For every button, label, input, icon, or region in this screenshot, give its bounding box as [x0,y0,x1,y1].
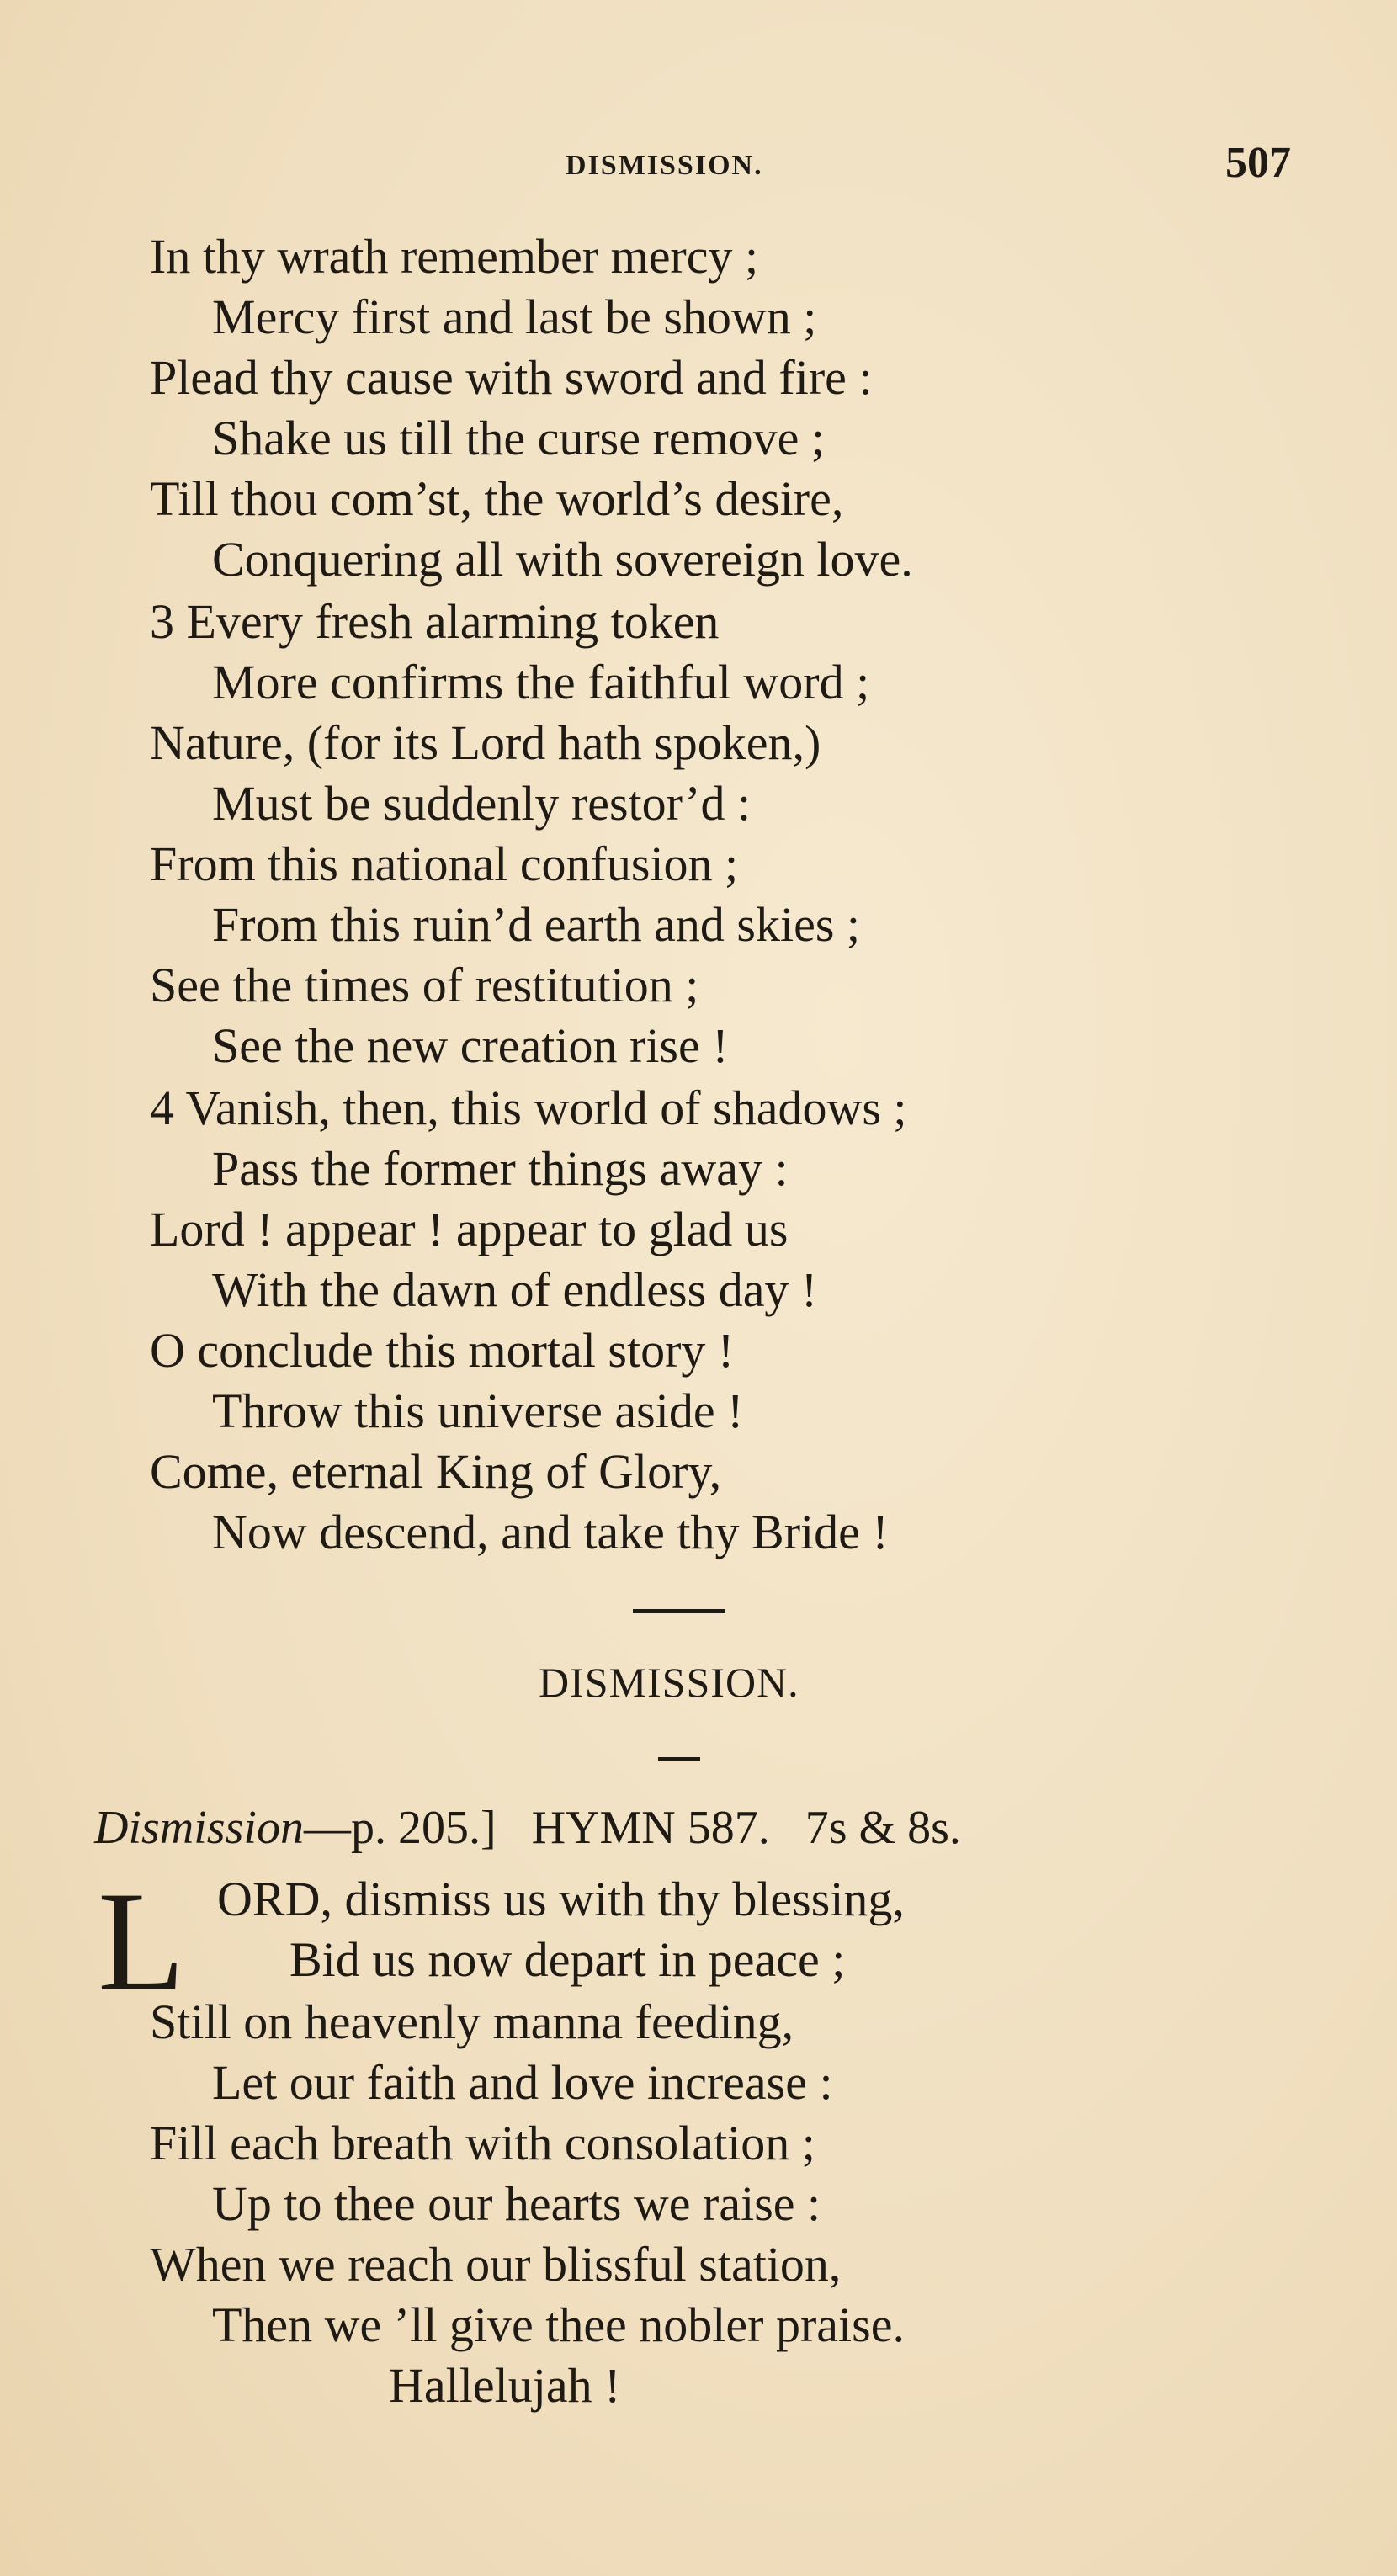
page-number: 507 [1225,139,1291,187]
verse-line: Pass the former things away : [212,1141,789,1196]
hymn-number: HYMN 587. [531,1802,770,1854]
verse-line: More confirms the faithful word ; [212,655,870,709]
verse-line: From this ruin’d earth and skies ; [212,897,861,952]
verse-line: 4 Vanish, then, this world of shadows ; [150,1081,907,1135]
verse-line: Throw this universe aside ! [212,1384,744,1438]
hymn-line: Let our faith and love increase : [212,2055,833,2110]
hymn-page-ref: —p. 205.] [303,1802,497,1854]
verse-line: Must be suddenly restor’d : [212,776,752,831]
verse-line: Come, eternal King of Glory, [150,1444,722,1499]
hymn-reference: Dismission [94,1802,304,1854]
verse-line: Shake us till the curse remove ; [212,411,826,465]
hymn-line: Still on heavenly manna feeding, [150,1994,794,2049]
hymn-heading [94,1801,961,1855]
verse-line: See the new creation rise ! [212,1018,729,1073]
verse-line: Till thou com’st, the world’s desire, [150,471,844,526]
section-divider-top [633,1609,725,1613]
verse-line: With the dawn of endless day ! [212,1262,818,1317]
hymn-line: Up to thee our hearts we raise : [212,2176,821,2231]
hymn-meter: 7s & 8s. [805,1802,961,1854]
hymn-line: Hallelujah ! [389,2358,621,2413]
hymn-line: Then we ’ll give thee nobler praise. [212,2297,905,2352]
running-header: DISMISSION. [566,150,763,181]
drop-cap: L [98,1862,185,2021]
verse-line: Mercy first and last be shown ; [212,289,817,344]
verse-line: Plead thy cause with sword and fire : [150,350,873,405]
verse-line: Conquering all with sovereign love. [212,532,913,587]
hymn-line: When we reach our blissful station, [150,2237,842,2292]
verse-line: Now descend, and take thy Bride ! [212,1505,889,1559]
verse-line: O conclude this mortal story ! [150,1323,735,1378]
verse-line: 3 Every fresh alarming token [150,594,720,649]
verse-line: From this national confusion ; [150,837,739,891]
hymn-line: Bid us now depart in peace ; [289,1932,846,1987]
hymn-line: Fill each breath with consolation ; [150,2116,815,2170]
verse-line: See the times of restitution ; [150,958,699,1012]
verse-line: Nature, (for its Lord hath spoken,) [150,715,821,770]
verse-line: Lord ! appear ! appear to glad us [150,1202,789,1256]
hymn-first-line: ORD, dismiss us with thy blessing, [217,1872,905,1926]
section-divider-bottom [658,1757,700,1761]
section-title: DISMISSION. [539,1659,799,1706]
verse-line: In thy wrath remember mercy ; [150,229,759,284]
